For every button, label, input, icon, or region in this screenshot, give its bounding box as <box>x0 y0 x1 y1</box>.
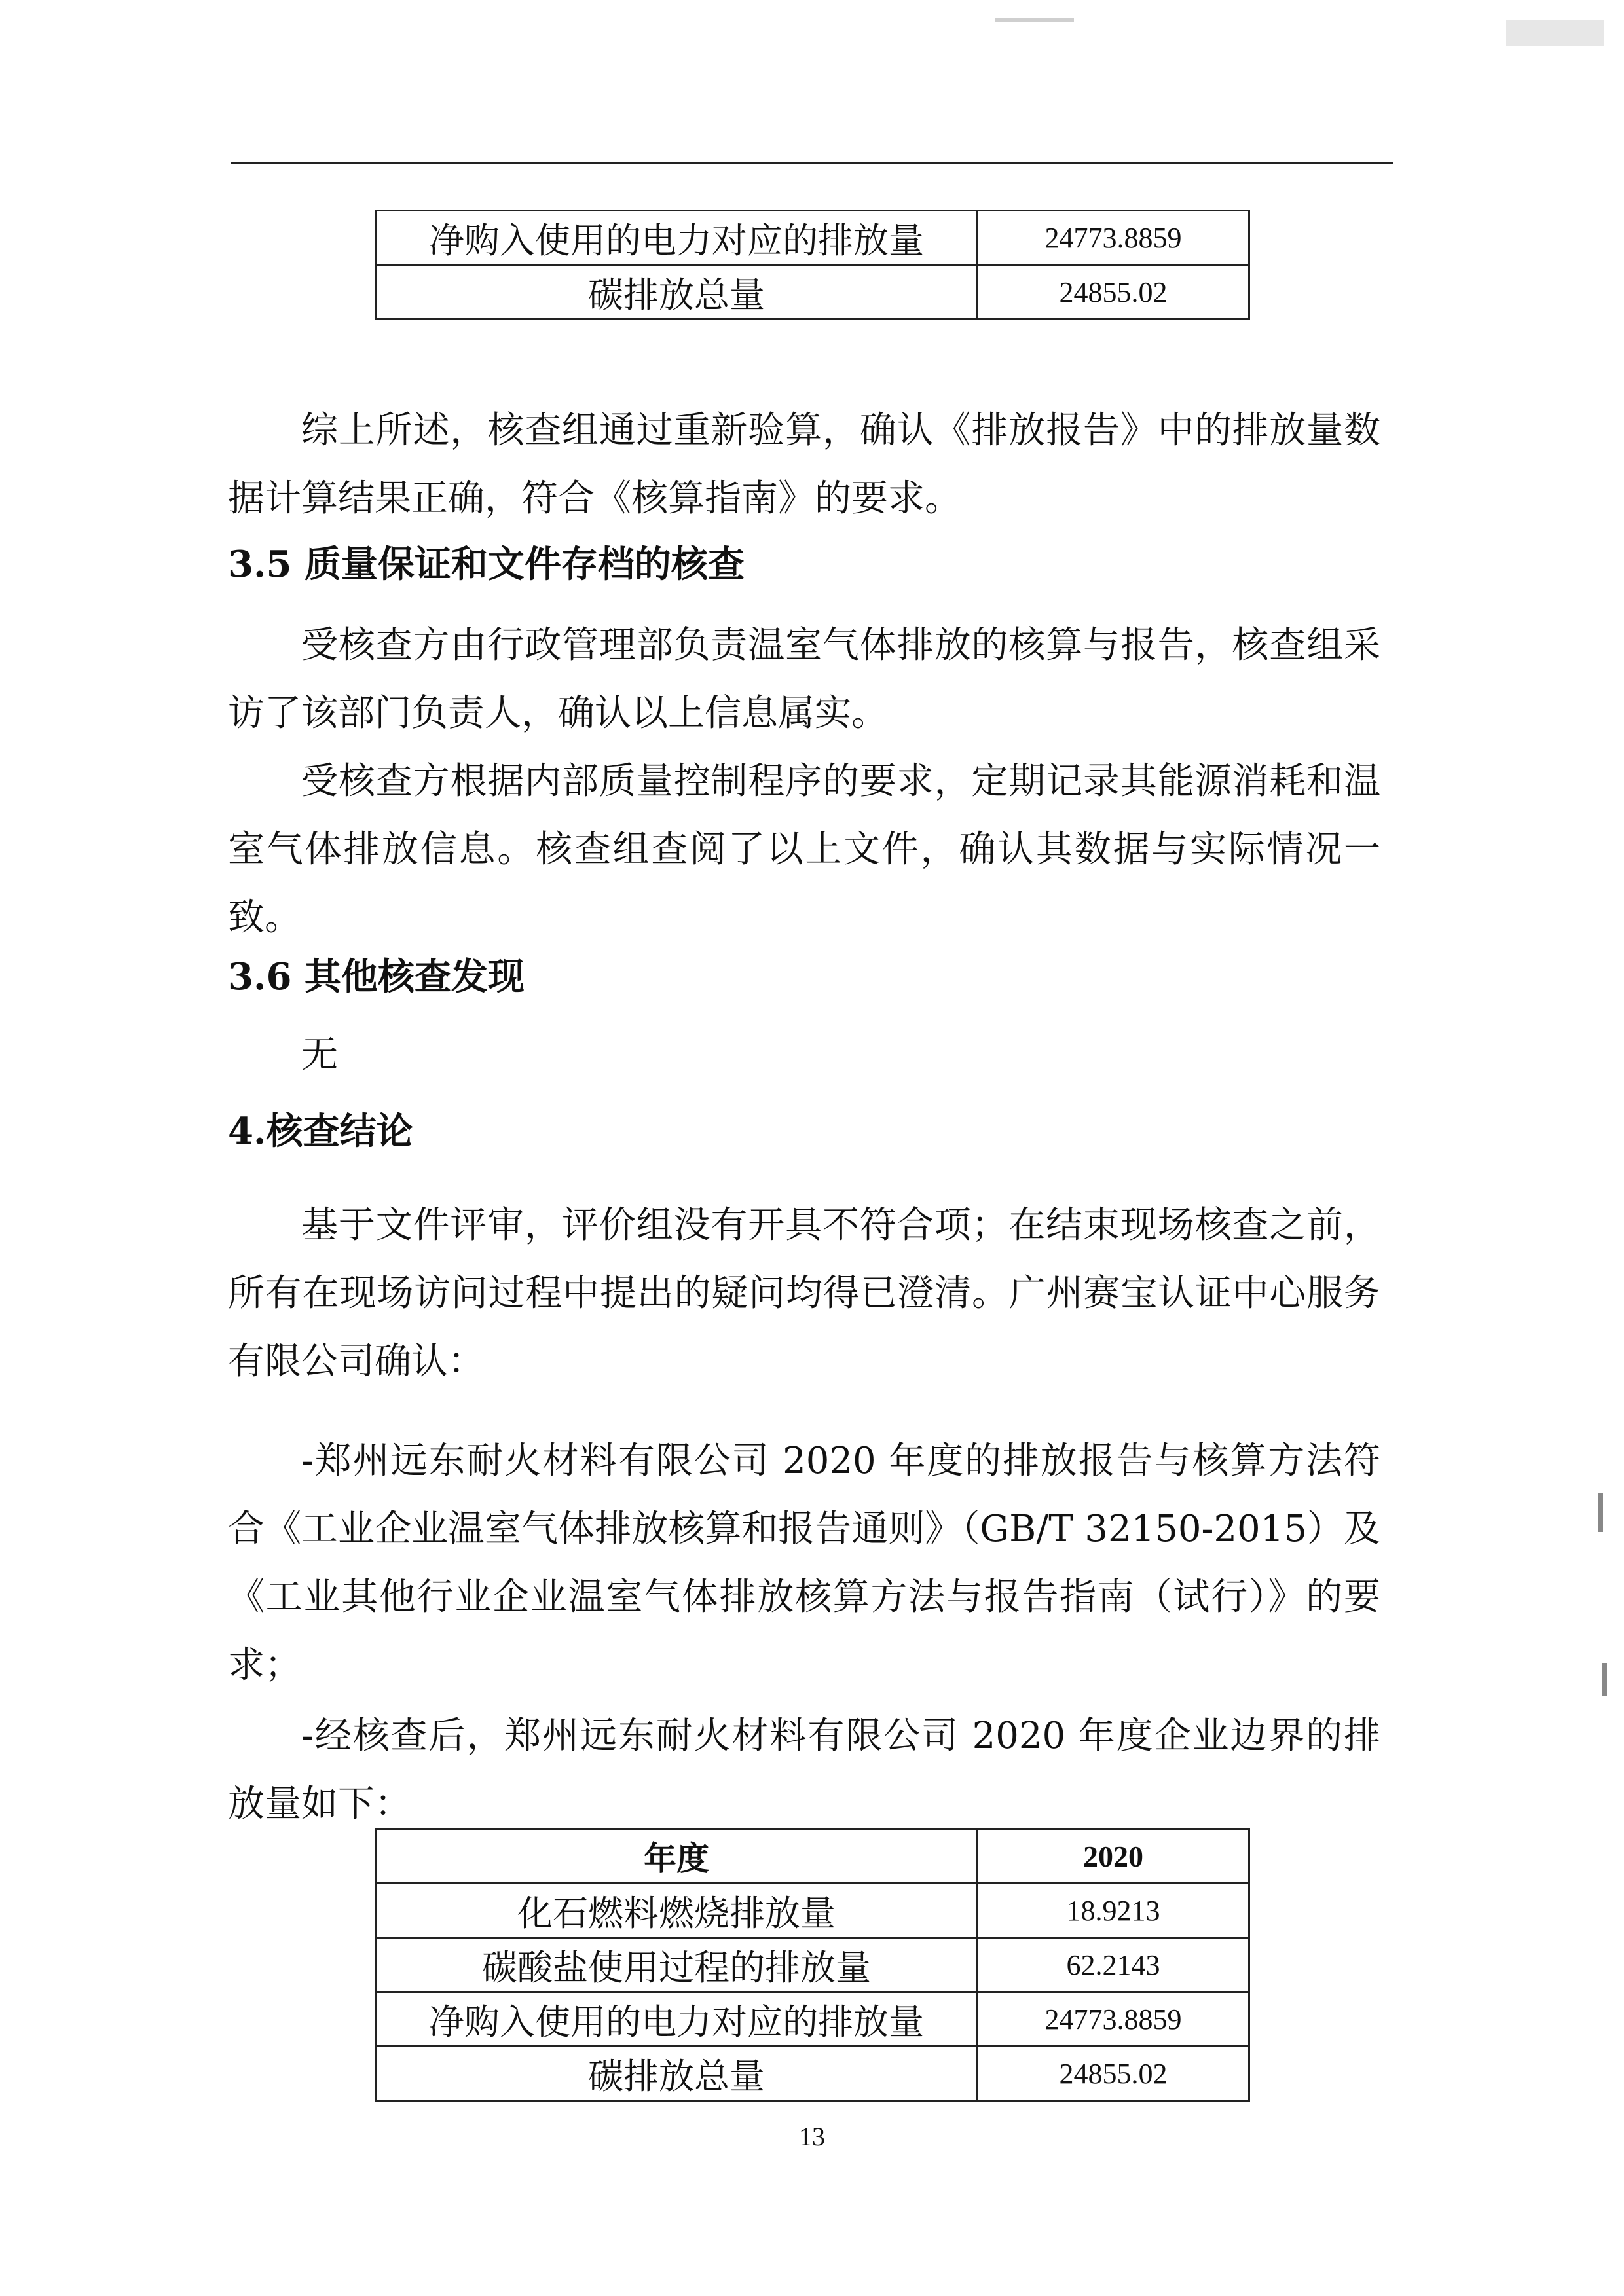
emissions-summary-table-bottom <box>375 1828 1250 2102</box>
table-header-value: 2020 <box>978 1829 1249 1884</box>
scan-artifact <box>1598 1493 1603 1532</box>
table-cell-label: 碳酸盐使用过程的排放量 <box>376 1938 978 1992</box>
paragraph-review-basis: 基于文件评审，评价组没有开具不符合项；在结束现场核查之前，所有在现场访问过程中提出的疑问均得已澄清。广州赛宝认证中心服务有限公司确认： <box>228 1204 1380 1383</box>
scan-artifact <box>1602 1663 1607 1696</box>
table-cell-value: 18.9213 <box>978 1884 1249 1938</box>
table-cell-label: 碳排放总量 <box>376 265 978 319</box>
table-header-row <box>376 1829 1249 1884</box>
table-cell-value: 24855.02 <box>978 2047 1249 2101</box>
table-row <box>376 1884 1249 1938</box>
section-heading-4: 4.核查结论 <box>228 1110 413 1153</box>
table-row <box>376 2047 1249 2101</box>
emissions-summary-table-top <box>375 210 1250 320</box>
table-cell-label: 化石燃料燃烧排放量 <box>376 1884 978 1938</box>
section-heading-3-5: 3.5 质量保证和文件存档的核查 <box>228 543 745 586</box>
table-cell-value: 24773.8859 <box>978 1992 1249 2047</box>
paragraph-quality-control: 受核查方根据内部质量控制程序的要求，定期记录其能源消耗和温室气体排放信息。核查组查阅了以上文件，确认其数据与实际情况一致。 <box>228 760 1380 939</box>
table-cell-label: 净购入使用的电力对应的排放量 <box>376 1992 978 2047</box>
table-cell-value: 24773.8859 <box>978 211 1249 265</box>
table-cell-label: 净购入使用的电力对应的排放量 <box>376 211 978 265</box>
table-header-label: 年度 <box>376 1829 978 1884</box>
scan-artifact <box>1506 20 1604 46</box>
table-cell-value: 24855.02 <box>978 265 1249 319</box>
table-cell-value: 62.2143 <box>978 1938 1249 1992</box>
table-cell-label: 碳排放总量 <box>376 2047 978 2101</box>
section-heading-3-6: 3.6 其他核查发现 <box>228 955 525 998</box>
scan-artifact <box>995 18 1074 22</box>
table-row <box>376 211 1249 265</box>
paragraph-none: 无 <box>301 1034 338 1076</box>
table-row <box>376 1992 1249 2047</box>
paragraph-conclusion-recalc: 综上所述，核查组通过重新验算，确认《排放报告》中的排放量数据计算结果正确，符合《核算指南》的要求。 <box>228 409 1380 520</box>
paragraph-compliance: -郑州远东耐火材料有限公司 2020 年度的排放报告与核算方法符合《工业企业温室气体排放核算和报告通则》（GB/T 32150-2015）及《工业其他行业企业温室气体排放核算方法与报告指南（试行）》的要求； <box>228 1440 1380 1686</box>
table-row <box>376 265 1249 319</box>
paragraph-emissions-intro: -经核查后，郑州远东耐火材料有限公司 2020 年度企业边界的排放量如下： <box>228 1715 1380 1825</box>
table-row <box>376 1938 1249 1992</box>
header-rule <box>231 162 1393 164</box>
page-number: 13 <box>799 2122 825 2151</box>
paragraph-responsibility: 受核查方由行政管理部负责温室气体排放的核算与报告，核查组采访了该部门负责人，确认以上信息属实。 <box>228 624 1380 735</box>
